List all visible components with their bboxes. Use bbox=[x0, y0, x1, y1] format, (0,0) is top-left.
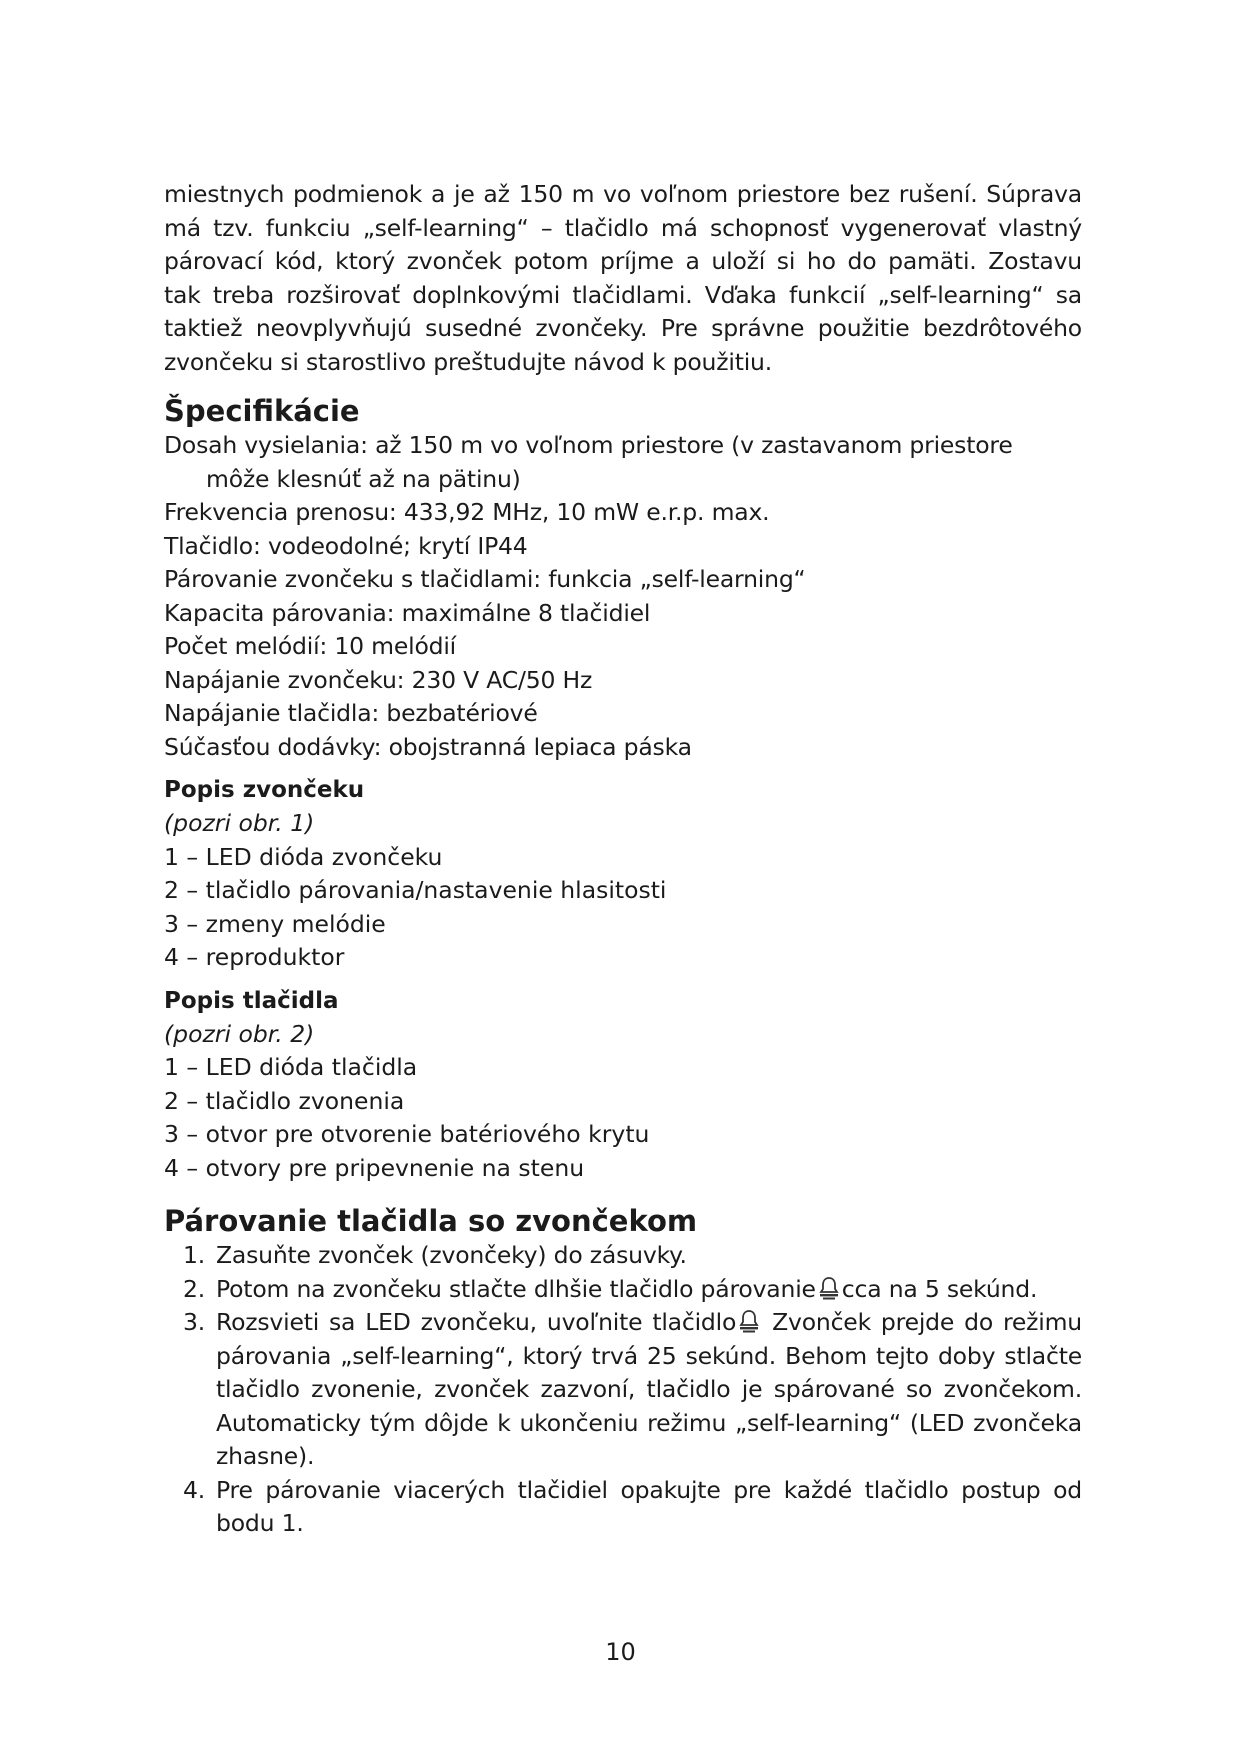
intro-paragraph bbox=[164, 178, 1082, 379]
bell-pairing-icon bbox=[818, 1276, 840, 1300]
list-item: 2 – tlačidlo zvonenia bbox=[164, 1086, 405, 1115]
pairing-step-3 bbox=[164, 1306, 1082, 1474]
bell-desc-list bbox=[164, 841, 1082, 975]
step-text: Pre párovanie viacerých tlačidiel opakujte pre každé tlačidlo postup od bodu 1. bbox=[216, 1475, 1082, 1537]
spec-line: môže klesnúť až na pätinu) bbox=[206, 464, 521, 493]
spec-line: Kapacita párovania: maximálne 8 tlačidiel bbox=[164, 598, 651, 627]
intro-line: zvončeku si starostlivo preštudujte návod k použitiu. bbox=[164, 347, 772, 376]
button-desc-heading: Popis tlačidla bbox=[164, 987, 339, 1014]
intro-line: miestnych podmienok a je až 150 m vo voľnom priestore bez rušení. Súprava bbox=[164, 180, 1082, 208]
list-item: 4 – otvory pre pripevnenie na stenu bbox=[164, 1153, 585, 1182]
spec-line: Počet melódií: 10 melódií bbox=[164, 632, 456, 660]
intro-line: taktiež neovplyvňujú susedné zvončeky. Pre správne použitie bezdrôtového bbox=[164, 314, 1082, 342]
step-text: Zasuňte zvonček (zvončeky) do zásuvky. bbox=[216, 1241, 687, 1269]
page-content bbox=[164, 178, 1082, 1541]
intro-line: má tzv. funkciu „self-learning“ – tlačidlo má schopnosť vygenerovať vlastný bbox=[164, 213, 1082, 242]
bell-pairing-icon bbox=[738, 1309, 760, 1333]
pairing-heading: Párovanie tlačidla so zvončekom bbox=[164, 1204, 698, 1238]
step-number: 3. bbox=[183, 1308, 206, 1336]
spec-line: Tlačidlo: vodeodolné; krytí IP44 bbox=[164, 531, 528, 560]
step-text-after: cca na 5 sekúnd. bbox=[841, 1274, 1038, 1303]
pairing-step-2 bbox=[164, 1273, 1082, 1307]
page-number: 10 bbox=[605, 1638, 636, 1666]
step-text-before: Potom na zvončeku stlačte dlhšie tlačidlo párovanie bbox=[216, 1274, 816, 1303]
list-item: 1 – LED dióda tlačidla bbox=[164, 1053, 418, 1081]
spec-line: Napájanie zvončeku: 230 V AC/50 Hz bbox=[164, 665, 593, 694]
spec-line: Párovanie zvončeku s tlačidlami: funkcia „self-learning“ bbox=[164, 565, 806, 593]
pairing-step-4 bbox=[164, 1474, 1082, 1541]
intro-line: párovací kód, ktorý zvonček potom príjme a uloží si ho do pamäti. Zostavu bbox=[164, 247, 1082, 275]
step-number: 4. bbox=[183, 1475, 206, 1504]
specs-list bbox=[164, 429, 1082, 764]
step-number: 1. bbox=[183, 1241, 206, 1269]
list-item: 4 – reproduktor bbox=[164, 943, 345, 971]
step-text-after: Zvonček prejde do režimu párovania „self-learning“, ktorý trvá 25 sekúnd. Behom tejto doby stlačte tlačidlo zvonenie, zvonček zazvoní, tlačidlo je spárované so zvončekom. Automaticky tým dôjde k ukončeniu režimu „self-learning“ (LED zvončeka zhasne). bbox=[216, 1308, 1082, 1470]
bell-desc-heading: Popis zvončeku bbox=[164, 777, 365, 803]
button-desc-ref: (pozri obr. 2) bbox=[164, 1019, 315, 1048]
list-item: 2 – tlačidlo párovania/nastavenie hlasitosti bbox=[164, 876, 667, 904]
list-item: 3 – otvor pre otvorenie batériového krytu bbox=[164, 1120, 650, 1148]
step-number: 2. bbox=[183, 1274, 206, 1303]
spec-line: Dosah vysielania: až 150 m vo voľnom priestore (v zastavanom priestore bbox=[164, 431, 1013, 459]
pairing-steps bbox=[164, 1239, 1082, 1541]
bell-desc-ref: (pozri obr. 1) bbox=[164, 809, 315, 837]
list-item: 1 – LED dióda zvončeku bbox=[164, 842, 443, 871]
spec-line: Frekvencia prenosu: 433,92 MHz, 10 mW e.r.p. max. bbox=[164, 498, 770, 526]
spec-line: Napájanie tlačidla: bezbatériové bbox=[164, 699, 538, 727]
intro-line: tak treba rozširovať doplnkovými tlačidlami. Vďaka funkcií „self-learning“ sa bbox=[164, 280, 1082, 309]
pairing-step-1 bbox=[164, 1239, 1082, 1273]
specs-heading: Špecifikácie bbox=[164, 394, 360, 428]
list-item: 3 – zmeny melódie bbox=[164, 909, 386, 938]
button-desc-list bbox=[164, 1051, 1082, 1185]
spec-line: Súčasťou dodávky: obojstranná lepiaca páska bbox=[164, 732, 692, 761]
step-text-before: Rozsvieti sa LED zvončeku, uvoľnite tlačidlo bbox=[216, 1308, 737, 1336]
